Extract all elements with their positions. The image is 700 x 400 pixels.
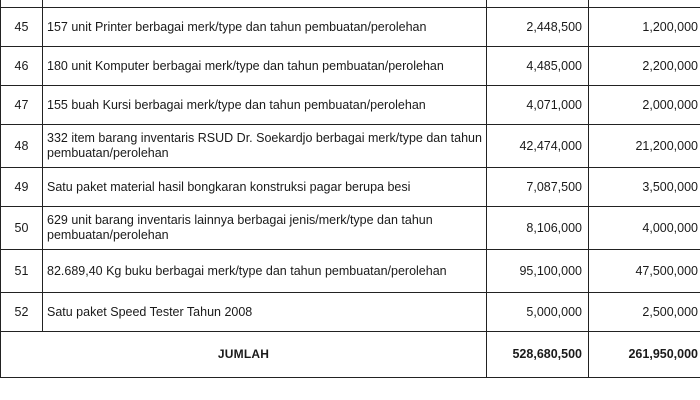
row-number: 45 xyxy=(1,8,43,47)
value-column-2: 2,000,000 xyxy=(589,86,700,125)
total-label: JUMLAH xyxy=(1,332,487,378)
table-row xyxy=(1,125,700,168)
table-row xyxy=(1,8,700,47)
row-number: 48 xyxy=(1,125,43,168)
value-column-1: 4,485,000 xyxy=(487,47,589,86)
value-column-1: 42,474,000 xyxy=(487,125,589,168)
value-column-1: 7,087,500 xyxy=(487,168,589,207)
table-row xyxy=(1,168,700,207)
item-description: 155 buah Kursi berbagai merk/type dan tahun pembuatan/perolehan xyxy=(43,86,487,125)
cell-empty xyxy=(1,0,43,8)
item-description: 157 unit Printer berbagai merk/type dan tahun pembuatan/perolehan xyxy=(43,8,487,47)
value-column-1: 5,000,000 xyxy=(487,293,589,332)
row-number: 51 xyxy=(1,250,43,293)
cell-empty xyxy=(589,0,700,8)
value-column-1: 95,100,000 xyxy=(487,250,589,293)
total-value-column-1: 528,680,500 xyxy=(487,332,589,378)
item-description: Satu paket Speed Tester Tahun 2008 xyxy=(43,293,487,332)
total-row xyxy=(1,332,700,378)
value-column-2: 3,500,000 xyxy=(589,168,700,207)
value-column-1: 2,448,500 xyxy=(487,8,589,47)
table-row xyxy=(1,47,700,86)
row-number: 52 xyxy=(1,293,43,332)
row-number: 47 xyxy=(1,86,43,125)
item-description: Satu paket material hasil bongkaran konstruksi pagar berupa besi xyxy=(43,168,487,207)
value-column-2: 2,200,000 xyxy=(589,47,700,86)
table-row xyxy=(1,207,700,250)
value-column-2: 21,200,000 xyxy=(589,125,700,168)
item-description: 332 item barang inventaris RSUD Dr. Soekardjo berbagai merk/type dan tahun pembuatan/perolehan xyxy=(43,125,487,168)
item-description: 629 unit barang inventaris lainnya berbagai jenis/merk/type dan tahun pembuatan/perolehan xyxy=(43,207,487,250)
row-number: 49 xyxy=(1,168,43,207)
row-number: 50 xyxy=(1,207,43,250)
value-column-2: 47,500,000 xyxy=(589,250,700,293)
cell-empty xyxy=(43,0,487,8)
cell-empty xyxy=(487,0,589,8)
total-value-column-2: 261,950,000 xyxy=(589,332,700,378)
table-row xyxy=(1,86,700,125)
table-row xyxy=(1,293,700,332)
value-column-2: 4,000,000 xyxy=(589,207,700,250)
value-column-2: 2,500,000 xyxy=(589,293,700,332)
item-description: 180 unit Komputer berbagai merk/type dan tahun pembuatan/perolehan xyxy=(43,47,487,86)
value-column-1: 4,071,000 xyxy=(487,86,589,125)
value-column-1: 8,106,000 xyxy=(487,207,589,250)
table-row-partial xyxy=(1,0,700,8)
item-description: 82.689,40 Kg buku berbagai merk/type dan tahun pembuatan/perolehan xyxy=(43,250,487,293)
table-row xyxy=(1,250,700,293)
value-column-2: 1,200,000 xyxy=(589,8,700,47)
row-number: 46 xyxy=(1,47,43,86)
